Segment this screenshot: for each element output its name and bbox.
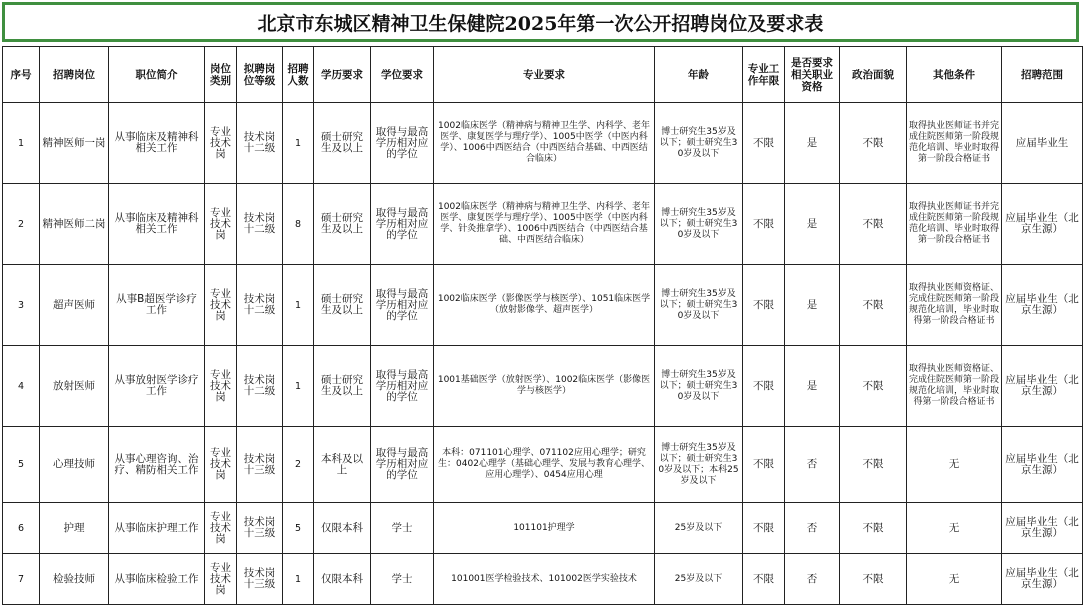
cell-political: 不限 — [840, 184, 907, 265]
table-row — [3, 346, 1083, 427]
cell-post: 放射医师 — [40, 346, 109, 427]
header-age: 年龄 — [655, 47, 743, 103]
header-years: 专业工作年限 — [743, 47, 785, 103]
cell-degree: 学士 — [371, 503, 434, 554]
cell-degree: 取得与最高学历相对应的学位 — [371, 103, 434, 184]
cell-age: 博士研究生35岁及以下；硕士研究生30岁及以下 — [655, 346, 743, 427]
cell-age: 25岁及以下 — [655, 503, 743, 554]
cell-political: 不限 — [840, 427, 907, 503]
cell-intro: 从事临床及精神科相关工作 — [109, 103, 205, 184]
cell-no: 6 — [3, 503, 40, 554]
cell-intro: 从事B超医学诊疗工作 — [109, 265, 205, 346]
table-row — [3, 503, 1083, 554]
cell-intro: 从事放射医学诊疗工作 — [109, 346, 205, 427]
cell-no: 2 — [3, 184, 40, 265]
cell-level: 技术岗十二级 — [237, 346, 283, 427]
header-no: 序号 — [3, 47, 40, 103]
cell-political: 不限 — [840, 103, 907, 184]
cell-qualification: 否 — [785, 554, 840, 605]
cell-level: 技术岗十二级 — [237, 184, 283, 265]
cell-education: 仅限本科 — [314, 554, 371, 605]
header-row — [3, 47, 1083, 103]
cell-count: 1 — [283, 346, 314, 427]
cell-qualification: 是 — [785, 184, 840, 265]
cell-education: 仅限本科 — [314, 503, 371, 554]
cell-post: 检验技师 — [40, 554, 109, 605]
cell-scope: 应届毕业生（北京生源） — [1002, 554, 1083, 605]
cell-political: 不限 — [840, 503, 907, 554]
cell-major: 101001医学检验技术、101002医学实验技术 — [434, 554, 655, 605]
cell-education: 本科及以上 — [314, 427, 371, 503]
cell-count: 2 — [283, 427, 314, 503]
header-post: 招聘岗位 — [40, 47, 109, 103]
cell-level: 技术岗十三级 — [237, 427, 283, 503]
cell-other: 无 — [907, 427, 1002, 503]
cell-age: 博士研究生35岁及以下；硕士研究生30岁及以下 — [655, 184, 743, 265]
cell-political: 不限 — [840, 554, 907, 605]
header-political: 政治面貌 — [840, 47, 907, 103]
cell-category: 专业技术岗 — [205, 427, 237, 503]
cell-scope: 应届毕业生（北京生源） — [1002, 265, 1083, 346]
cell-no: 1 — [3, 103, 40, 184]
cell-years: 不限 — [743, 103, 785, 184]
cell-no: 7 — [3, 554, 40, 605]
cell-intro: 从事临床及精神科相关工作 — [109, 184, 205, 265]
cell-degree: 取得与最高学历相对应的学位 — [371, 346, 434, 427]
cell-major: 1002临床医学（影像医学与核医学）、1051临床医学（放射影像学、超声医学） — [434, 265, 655, 346]
cell-degree: 取得与最高学历相对应的学位 — [371, 265, 434, 346]
cell-years: 不限 — [743, 554, 785, 605]
cell-post: 精神医师二岗 — [40, 184, 109, 265]
cell-age: 博士研究生35岁及以下；硕士研究生30岁及以下 — [655, 103, 743, 184]
cell-education: 硕士研究生及以上 — [314, 103, 371, 184]
cell-age: 博士研究生35岁及以下；硕士研究生30岁及以下；本科25岁及以下 — [655, 427, 743, 503]
cell-level: 技术岗十三级 — [237, 503, 283, 554]
cell-intro: 从事心理咨询、治疗、精防相关工作 — [109, 427, 205, 503]
cell-education: 硕士研究生及以上 — [314, 265, 371, 346]
cell-count: 1 — [283, 265, 314, 346]
cell-category: 专业技术岗 — [205, 503, 237, 554]
page-title: 北京市东城区精神卫生保健院2025年第一次公开招聘岗位及要求表 — [2, 2, 1079, 42]
cell-level: 技术岗十二级 — [237, 103, 283, 184]
cell-count: 1 — [283, 554, 314, 605]
cell-no: 3 — [3, 265, 40, 346]
cell-degree: 取得与最高学历相对应的学位 — [371, 427, 434, 503]
cell-years: 不限 — [743, 503, 785, 554]
header-category: 岗位类别 — [205, 47, 237, 103]
cell-education: 硕士研究生及以上 — [314, 346, 371, 427]
cell-years: 不限 — [743, 184, 785, 265]
cell-political: 不限 — [840, 265, 907, 346]
cell-intro: 从事临床检验工作 — [109, 554, 205, 605]
cell-no: 5 — [3, 427, 40, 503]
cell-scope: 应届毕业生 — [1002, 103, 1083, 184]
cell-age: 25岁及以下 — [655, 554, 743, 605]
cell-count: 5 — [283, 503, 314, 554]
cell-other: 取得执业医师证书并完成住院医师第一阶段规范化培训、毕业时取得第一阶段合格证书 — [907, 184, 1002, 265]
cell-other: 无 — [907, 503, 1002, 554]
cell-level: 技术岗十二级 — [237, 265, 283, 346]
cell-post: 精神医师一岗 — [40, 103, 109, 184]
cell-age: 博士研究生35岁及以下；硕士研究生30岁及以下 — [655, 265, 743, 346]
table-row — [3, 427, 1083, 503]
cell-other: 无 — [907, 554, 1002, 605]
header-other: 其他条件 — [907, 47, 1002, 103]
header-qualification: 是否要求相关职业资格 — [785, 47, 840, 103]
cell-scope: 应届毕业生（北京生源） — [1002, 346, 1083, 427]
header-level: 拟聘岗位等级 — [237, 47, 283, 103]
cell-qualification: 否 — [785, 503, 840, 554]
cell-post: 超声医师 — [40, 265, 109, 346]
cell-no: 4 — [3, 346, 40, 427]
cell-major: 101101护理学 — [434, 503, 655, 554]
cell-major: 1002临床医学（精神病与精神卫生学、内科学、老年医学、康复医学与理疗学）、1005中医学（中医内科学、针灸推拿学）、1006中西医结合（中西医结合基础、中西医结合临床） — [434, 184, 655, 265]
cell-category: 专业技术岗 — [205, 103, 237, 184]
cell-post: 心理技师 — [40, 427, 109, 503]
cell-scope: 应届毕业生（北京生源） — [1002, 184, 1083, 265]
cell-political: 不限 — [840, 346, 907, 427]
header-education: 学历要求 — [314, 47, 371, 103]
cell-qualification: 否 — [785, 427, 840, 503]
cell-education: 硕士研究生及以上 — [314, 184, 371, 265]
cell-category: 专业技术岗 — [205, 184, 237, 265]
cell-degree: 学士 — [371, 554, 434, 605]
cell-scope: 应届毕业生（北京生源） — [1002, 503, 1083, 554]
cell-intro: 从事临床护理工作 — [109, 503, 205, 554]
header-count: 招聘人数 — [283, 47, 314, 103]
table-row — [3, 184, 1083, 265]
cell-major: 1002临床医学（精神病与精神卫生学、内科学、老年医学、康复医学与理疗学）、1005中医学（中医内科学）、1006中西医结合（中西医结合基础、中西医结合临床） — [434, 103, 655, 184]
cell-degree: 取得与最高学历相对应的学位 — [371, 184, 434, 265]
cell-other: 取得执业医师资格证、完成住院医师第一阶段规范化培训，毕业时取得第一阶段合格证书 — [907, 265, 1002, 346]
header-intro: 职位简介 — [109, 47, 205, 103]
header-major: 专业要求 — [434, 47, 655, 103]
cell-major: 1001基础医学（放射医学）、1002临床医学（影像医学与核医学） — [434, 346, 655, 427]
cell-post: 护理 — [40, 503, 109, 554]
cell-category: 专业技术岗 — [205, 554, 237, 605]
cell-years: 不限 — [743, 346, 785, 427]
cell-count: 1 — [283, 103, 314, 184]
cell-qualification: 是 — [785, 103, 840, 184]
cell-years: 不限 — [743, 265, 785, 346]
table-row — [3, 103, 1083, 184]
cell-category: 专业技术岗 — [205, 265, 237, 346]
header-scope: 招聘范围 — [1002, 47, 1083, 103]
cell-years: 不限 — [743, 427, 785, 503]
cell-scope: 应届毕业生（北京生源） — [1002, 427, 1083, 503]
cell-level: 技术岗十三级 — [237, 554, 283, 605]
table-row — [3, 554, 1083, 605]
cell-category: 专业技术岗 — [205, 346, 237, 427]
cell-other: 取得执业医师资格证、完成住院医师第一阶段规范化培训，毕业时取得第一阶段合格证书 — [907, 346, 1002, 427]
cell-qualification: 是 — [785, 346, 840, 427]
cell-major: 本科：071101心理学、071102应用心理学；研究生：0402心理学（基础心理学、发展与教育心理学、应用心理学）、0454应用心理 — [434, 427, 655, 503]
cell-other: 取得执业医师证书并完成住院医师第一阶段规范化培训、毕业时取得第一阶段合格证书 — [907, 103, 1002, 184]
cell-qualification: 是 — [785, 265, 840, 346]
table-row — [3, 265, 1083, 346]
recruitment-table — [2, 46, 1083, 605]
cell-count: 8 — [283, 184, 314, 265]
header-degree: 学位要求 — [371, 47, 434, 103]
